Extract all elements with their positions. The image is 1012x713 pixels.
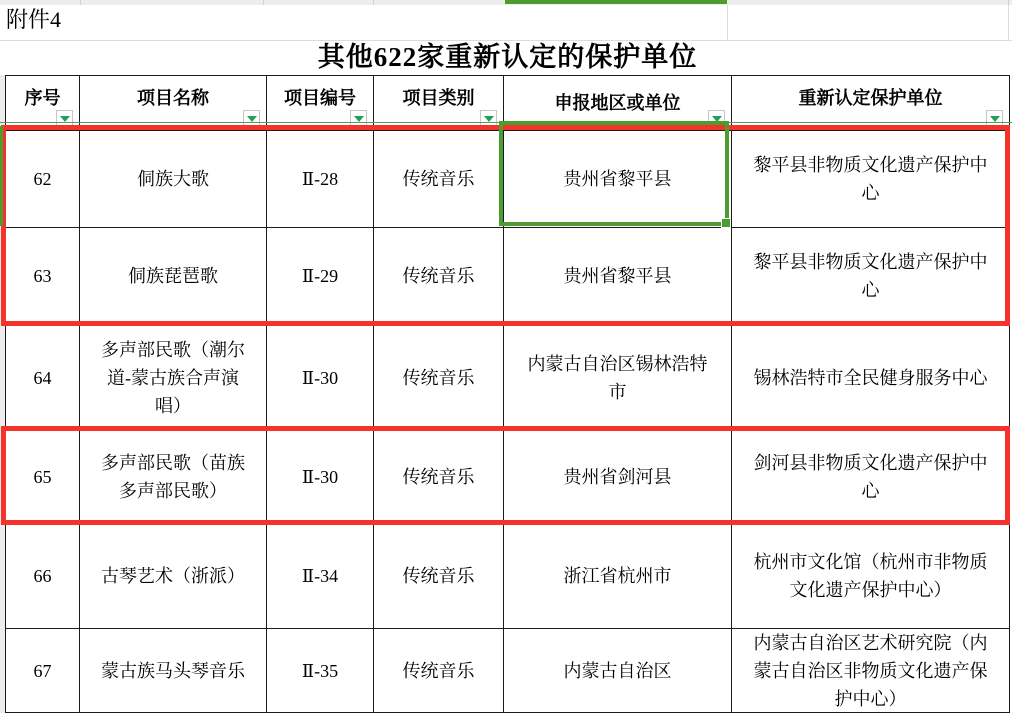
- cell-r62-code[interactable]: Ⅱ-28: [267, 131, 374, 228]
- filter-arrow-icon: [484, 116, 494, 122]
- cell-r62-region[interactable]: 贵州省黎平县: [504, 131, 732, 228]
- cell-r67-serial[interactable]: 67: [6, 629, 80, 713]
- selection-row-left-edge: [0, 126, 3, 226]
- gridline: [1008, 5, 1009, 40]
- cell-r66-name[interactable]: 古琴艺术（浙派）: [80, 524, 267, 629]
- gridline: [373, 0, 374, 5]
- cell-r62-serial[interactable]: 62: [6, 131, 80, 228]
- cell-r65-code[interactable]: Ⅱ-30: [267, 431, 374, 524]
- filter-arrow-icon: [60, 116, 70, 122]
- cell-r64-category[interactable]: 传统音乐: [374, 325, 504, 431]
- cell-r65-category[interactable]: 传统音乐: [374, 431, 504, 524]
- cell-r62-category[interactable]: 传统音乐: [374, 131, 504, 228]
- cell-r66-unit[interactable]: 杭州市文化馆（杭州市非物质文化遗产保护中心）: [732, 524, 1010, 629]
- cell-r63-code[interactable]: Ⅱ-29: [267, 228, 374, 325]
- cell-r66-region[interactable]: 浙江省杭州市: [504, 524, 732, 629]
- cell-r67-category[interactable]: 传统音乐: [374, 629, 504, 713]
- header-label: 项目编号: [284, 88, 356, 108]
- cell-r64-serial[interactable]: 64: [6, 325, 80, 431]
- header-label: 项目名称: [137, 88, 209, 108]
- cell-r67-name[interactable]: 蒙古族马头琴音乐: [80, 629, 267, 713]
- cell-r64-region[interactable]: 内蒙古自治区锡林浩特市: [504, 325, 732, 431]
- header-label: 序号: [24, 88, 61, 108]
- header-label: 重新认定保护单位: [798, 88, 943, 108]
- cell-r66-serial[interactable]: 66: [6, 524, 80, 629]
- cell-r67-code[interactable]: Ⅱ-35: [267, 629, 374, 713]
- filter-arrow-icon: [247, 116, 257, 122]
- header-label: 申报地区或单位: [554, 93, 681, 113]
- cell-r62-unit[interactable]: 黎平县非物质文化遗产保护中心: [732, 131, 1010, 228]
- cell-r65-serial[interactable]: 65: [6, 431, 80, 524]
- cell-r63-unit[interactable]: 黎平县非物质文化遗产保护中心: [732, 228, 1010, 325]
- cell-r63-category[interactable]: 传统音乐: [374, 228, 504, 325]
- cell-r65-region[interactable]: 贵州省剑河县: [504, 431, 732, 524]
- active-cell-selection-border: [499, 121, 729, 226]
- filter-arrow-icon: [354, 116, 364, 122]
- cell-r64-code[interactable]: Ⅱ-30: [267, 325, 374, 431]
- selection-column-top-edge: [505, 0, 727, 4]
- cell-r67-region[interactable]: 内蒙古自治区: [504, 629, 732, 713]
- cell-r63-name[interactable]: 侗族琵琶歌: [80, 228, 267, 325]
- cell-r66-code[interactable]: Ⅱ-34: [267, 524, 374, 629]
- cell-r65-name[interactable]: 多声部民歌（苗族多声部民歌）: [80, 431, 267, 524]
- cell-r64-unit[interactable]: 锡林浩特市全民健身服务中心: [732, 325, 1010, 431]
- cell-r67-unit[interactable]: 内蒙古自治区艺术研究院（内蒙古自治区非物质文化遗产保护中心）: [732, 629, 1010, 713]
- sheet-title-cell[interactable]: 其他622家重新认定的保护单位: [317, 42, 698, 72]
- cell-r62-name[interactable]: 侗族大歌: [80, 131, 267, 228]
- cell-r65-unit[interactable]: 剑河县非物质文化遗产保护中心: [732, 431, 1010, 524]
- gridline: [727, 5, 728, 40]
- fill-handle[interactable]: [721, 218, 731, 228]
- attachment-label-cell[interactable]: 附件4: [6, 7, 62, 32]
- gridline: [263, 0, 264, 5]
- cell-r64-name[interactable]: 多声部民歌（潮尔道-蒙古族合声演唱）: [80, 325, 267, 431]
- cell-r63-serial[interactable]: 63: [6, 228, 80, 325]
- gridline: [80, 0, 81, 5]
- cell-r66-category[interactable]: 传统音乐: [374, 524, 504, 629]
- filter-arrow-icon: [990, 116, 1000, 122]
- red-highlight-border-row-65: [1, 426, 1010, 525]
- header-label: 项目类别: [402, 88, 475, 108]
- cell-r63-region[interactable]: 贵州省黎平县: [504, 228, 732, 325]
